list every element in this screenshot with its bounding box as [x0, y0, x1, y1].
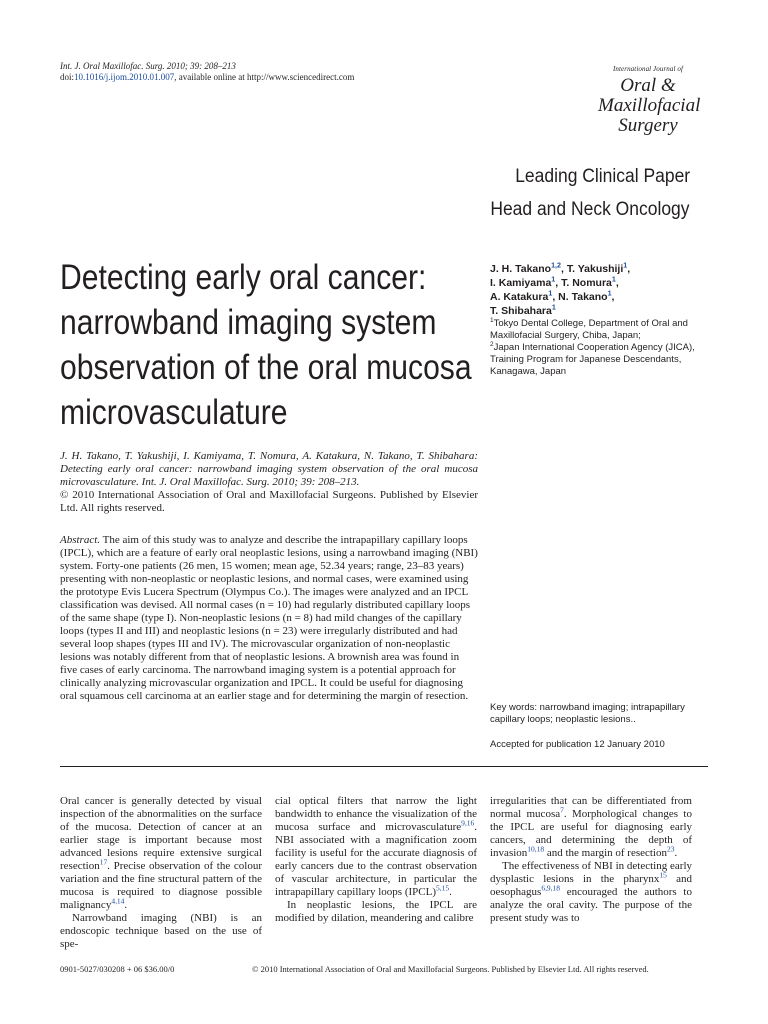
abstract-text: The aim of this study was to analyze and describe the intrapapillary capillary loops (IPCL), which are a feature of early oral neoplastic lesions, using a narrowband imaging (NBI) system. Forty-one patients (26 men, 15 women; mean age, 52.34 years; range, 23–83 years) presenting with non-neoplastic or neoplastic lesions, and normal cases, were examined using the prototype Evis Lucera Spectrum (Olympus Co.). The images were analyzed and an IPCL classification was devised. All normal cases (n = 10) had regularly distributed capillary loops of the same shape (type I). Non-neoplastic lesions (n = 8) had mild changes of the capillary loops (types II and III) and neoplastic lesions (n = 23) were irregularly distributed and had several loop shapes (types III and IV). The microvascular organization of non-neoplastic lesions was notably different from that of neoplastic lesions. A brownish area was found in five cases of early carcinoma. The narrowband imaging system is a potential approach for clinically analyzing microvascular organization and IPCL. It could be useful for diagnosing oral squamous cell carcinoma at an earlier stage and for determining the margin of resection. — [60, 534, 478, 702]
abstract-label: Abstract. — [60, 534, 101, 546]
doi-prefix: doi: — [60, 72, 75, 82]
author-line: J. H. Takano$^{1,2}$, T. Yakushiji$^1$, — [490, 261, 631, 275]
title-line: microvasculature — [60, 393, 288, 432]
paragraph: The effectiveness of NBI in detecting early dysplastic lesions in the pharynx$^{15}$ and oesophagus$^{6,9,18}$ encouraged the authors to analyze the oral cavity. The purpose of the present study was to — [490, 860, 692, 924]
author-sup: 1,2 — [551, 261, 561, 270]
paragraph: irregularities that can be differentiated from normal mucosa$^7$. Morphological changes to the IPCL are useful for diagnosing early cancers, and determining the depth of invasion$^{10,18}$ and the margin of resection$^{23}$. — [490, 795, 692, 859]
author-sup: 1 — [548, 289, 553, 298]
logo-line-4: Surgery — [618, 115, 678, 136]
author-name: T. Shibahara — [490, 305, 552, 317]
author-line: I. Kamiyama$^1$, T. Nomura$^1$, — [490, 275, 619, 289]
citation-copyright: © 2010 International Association of Oral and Maxillofacial Surgeons. Published by Elsevier Ltd. All rights reserved. — [60, 489, 478, 514]
author-line — [490, 304, 705, 318]
journal-citation-header: Int. J. Oral Maxillofac. Surg. 2010; 39: 208–213 — [60, 61, 236, 71]
journal-logo — [598, 65, 701, 136]
author-list — [490, 262, 705, 318]
paragraph: Oral cancer is generally detected by visual inspection of the abnormalities on the surface of the mucosa. Detection of cancer at an earlier stage is important because most advanced lesions require extensive surgical resection$^{17}$. Precise observation of the colour variation and the fine structural pattern of the mucosa is required to diagnose possible malignancy$^{4,14}$. — [60, 795, 262, 911]
author-name: A. Katakura — [490, 291, 549, 303]
title-line: Detecting early oral cancer: — [60, 258, 427, 297]
author-sup: 1 — [551, 275, 556, 284]
author-name: N. Takano — [558, 291, 608, 303]
reference-sup[interactable]: 17 — [99, 857, 108, 867]
affiliation-sup: 2 — [490, 340, 494, 348]
title-line: narrowband imaging system — [60, 303, 437, 342]
doi-link[interactable]: 10.1016/j.ijom.2010.01.007 — [74, 72, 175, 82]
footer-issn: 0901-5027/030208 + 06 $36.00/0 — [60, 964, 175, 974]
author-sup: 1 — [611, 275, 616, 284]
reference-sup[interactable]: 6,9,18 — [541, 883, 560, 893]
paper-type: Leading Clinical Paper — [515, 166, 690, 187]
reference-sup[interactable]: 15 — [659, 870, 667, 880]
body-column-3 — [490, 795, 692, 925]
author-name: T. Nomura — [561, 277, 612, 289]
author-name: J. H. Takano — [490, 263, 552, 275]
body-column-2 — [275, 795, 477, 925]
author-name: T. Yakushiji — [566, 263, 624, 275]
doi-suffix: , available online at http://www.sciencedirect.com — [174, 72, 355, 82]
paper-section: Head and Neck Oncology — [490, 199, 690, 220]
reference-sup[interactable]: 5,15 — [435, 883, 450, 893]
author-sup: 1 — [551, 303, 556, 312]
reference-sup[interactable]: 9,16 — [461, 818, 475, 828]
reference-sup[interactable]: 10,18 — [527, 844, 545, 854]
title-line: observation of the oral mucosa — [60, 348, 472, 387]
article-title — [60, 255, 472, 435]
footer-copyright: © 2010 International Association of Oral and Maxillofacial Surgeons. Published by Elsevier Ltd. All rights reserved. — [252, 964, 649, 974]
citation-block — [60, 450, 478, 515]
reference-sup[interactable]: 4,14 — [111, 896, 125, 906]
author-sup: 1 — [623, 261, 628, 270]
reference-sup[interactable]: 7 — [560, 805, 564, 815]
reference-sup[interactable]: 23 — [667, 844, 675, 854]
section-divider — [60, 766, 708, 767]
affiliation: $^1$Tokyo Dental College, Department of Oral and Maxillofacial Surgery, Chiba, Japan; — [490, 316, 688, 341]
paragraph: In neoplastic lesions, the IPCL are modified by dilation, meandering and calibre — [275, 899, 477, 924]
citation-text: J. H. Takano, T. Yakushiji, I. Kamiyama, T. Nomura, A. Katakura, N. Takano, T. Shibahara: Detecting early oral cancer: narrowband imaging system observation of the oral mucosa microvasculature. Int. J. Oral Maxillofac. Surg. 2010; 39: 208–213. — [60, 450, 478, 488]
keywords: Key words: narrowband imaging; intrapapillary capillary loops; neoplastic lesions.. — [490, 702, 685, 725]
affiliation: $^2$Japan International Cooperation Agency (JICA), Training Program for Japanese Descendants, Kanagawa, Japan — [490, 340, 695, 377]
paragraph: Narrowband imaging (NBI) is an endoscopic technique based on the use of spe- — [60, 912, 262, 950]
paragraph: cial optical filters that narrow the light bandwidth to enhance the visualization of the mucosa surface and microvasculature$^{9,16}$. NBI associated with a magnification zoom facility is useful for the accurate diagnosis of early cancers due to the contrast observation of vascular architecture, in particular the intrapapillary capillary loops (IPCL)$^{5,15}$. — [275, 795, 477, 898]
affiliations — [490, 318, 705, 378]
accepted-date: Accepted for publication 12 January 2010 — [490, 739, 665, 750]
logo-line-3: Maxillofacial — [598, 95, 701, 116]
author-name: I. Kamiyama — [490, 277, 552, 289]
doi-line — [60, 72, 354, 83]
logo-line-2: Oral & — [620, 75, 676, 96]
author-line: A. Katakura$^1$, N. Takano$^1$, — [490, 289, 615, 303]
affiliation-sup: 1 — [490, 316, 494, 324]
logo-line-1: International Journal of — [612, 65, 684, 73]
abstract — [60, 534, 478, 703]
author-sup: 1 — [607, 289, 612, 298]
body-column-1 — [60, 795, 262, 951]
